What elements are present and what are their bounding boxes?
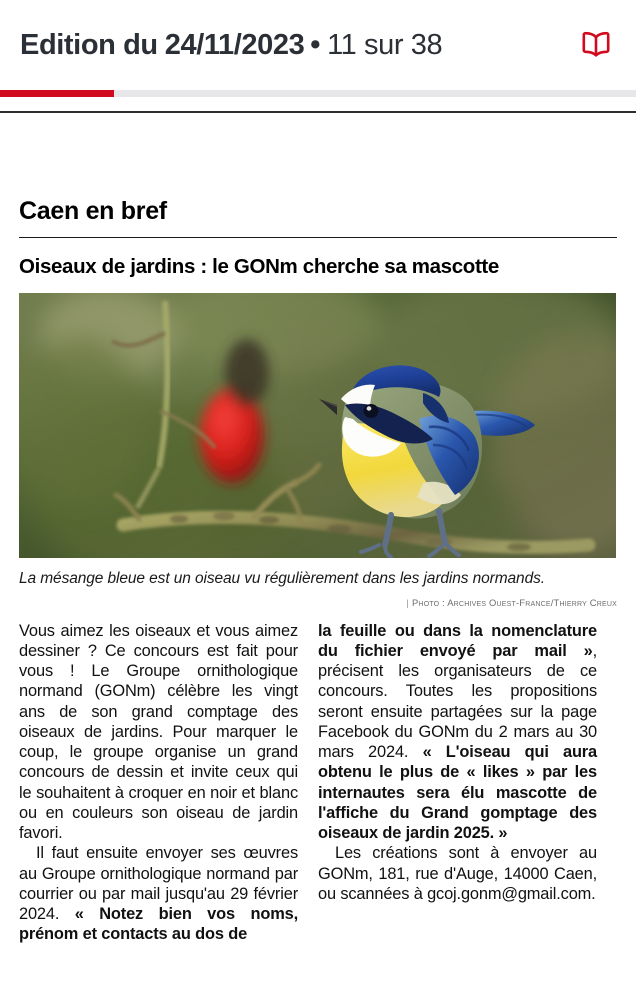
app-header (0, 0, 636, 90)
header-divider (0, 111, 636, 113)
paragraph (19, 621, 298, 844)
page-counter: 11 sur 38 (327, 28, 443, 61)
edition-date: 24/11/2023 (164, 28, 305, 61)
quote-text: « L'oiseau qui aura obtenu le plus de « likes » par les internautes sera élu mascotte de l'affiche du Grand gomptage des oiseaux de jardin 2025. » (318, 743, 597, 843)
article-column-right (318, 621, 597, 945)
paragraph-text: Vous aimez les oiseaux et vous aimez dessiner ? Ce concours est fait pour vous ! Le Groupe ornithologique normand (GONm) célèbre les vingt ans de son grand comptage des oiseaux de jardins. Pour marquer le coup, le groupe organise un grand concours de dessin et invite ceux qui le souhaitent à croquer en noir et blanc ou en couleurs son oiseau de jardin favori. (19, 621, 298, 843)
paragraph-text: Les créations sont à envoyer au GONm, 181, rue d'Auge, 14000 Caen, ou scannées à gcoj.gonm@gmail.com. (318, 844, 597, 903)
reading-progress-fill (0, 90, 114, 97)
open-book-button[interactable] (574, 23, 618, 67)
paragraph (318, 621, 597, 844)
quote-text: la feuille ou dans la nomenclature du fichier envoyé par mail » (318, 621, 597, 660)
reading-progress-bar[interactable] (0, 90, 636, 97)
article-page (0, 198, 636, 945)
photo-caption: La mésange bleue est un oiseau vu régulièrement dans les jardins normands. (19, 570, 545, 588)
paragraph-text: , précisent les organisateurs de ce concours. Toutes les propositions seront ensuite partagées sur la page Facebook du GONm du 2 mars au 30 mars 2024. (318, 641, 597, 762)
article-body (19, 621, 617, 945)
edition-prefix: Edition du (20, 28, 158, 61)
credit-text: Photo : Archives Ouest-France/Thierry Creux (411, 596, 617, 608)
paragraph-text: Il faut ensuite envoyer ses œuvres au Groupe ornithologique normand par courrier ou par mail jusqu'au 29 février 2024. (19, 844, 298, 924)
edition-title (20, 29, 442, 62)
paragraph (318, 843, 597, 904)
credit-bar: | (406, 596, 409, 608)
quote-text: « Notez bien vos noms, prénom et contacts au dos de (19, 905, 298, 944)
article-headline: Oiseaux de jardins : le GONm cherche sa mascotte (19, 255, 499, 279)
paragraph (19, 843, 298, 944)
section-title: Caen en bref (19, 197, 167, 225)
blue-tit-photo-illustration (19, 293, 616, 558)
photo-credit (19, 597, 617, 608)
article-photo[interactable] (19, 293, 616, 558)
open-book-icon (581, 31, 611, 60)
article-column-left (19, 621, 298, 945)
section-divider (19, 237, 617, 239)
title-separator: • (310, 28, 321, 61)
